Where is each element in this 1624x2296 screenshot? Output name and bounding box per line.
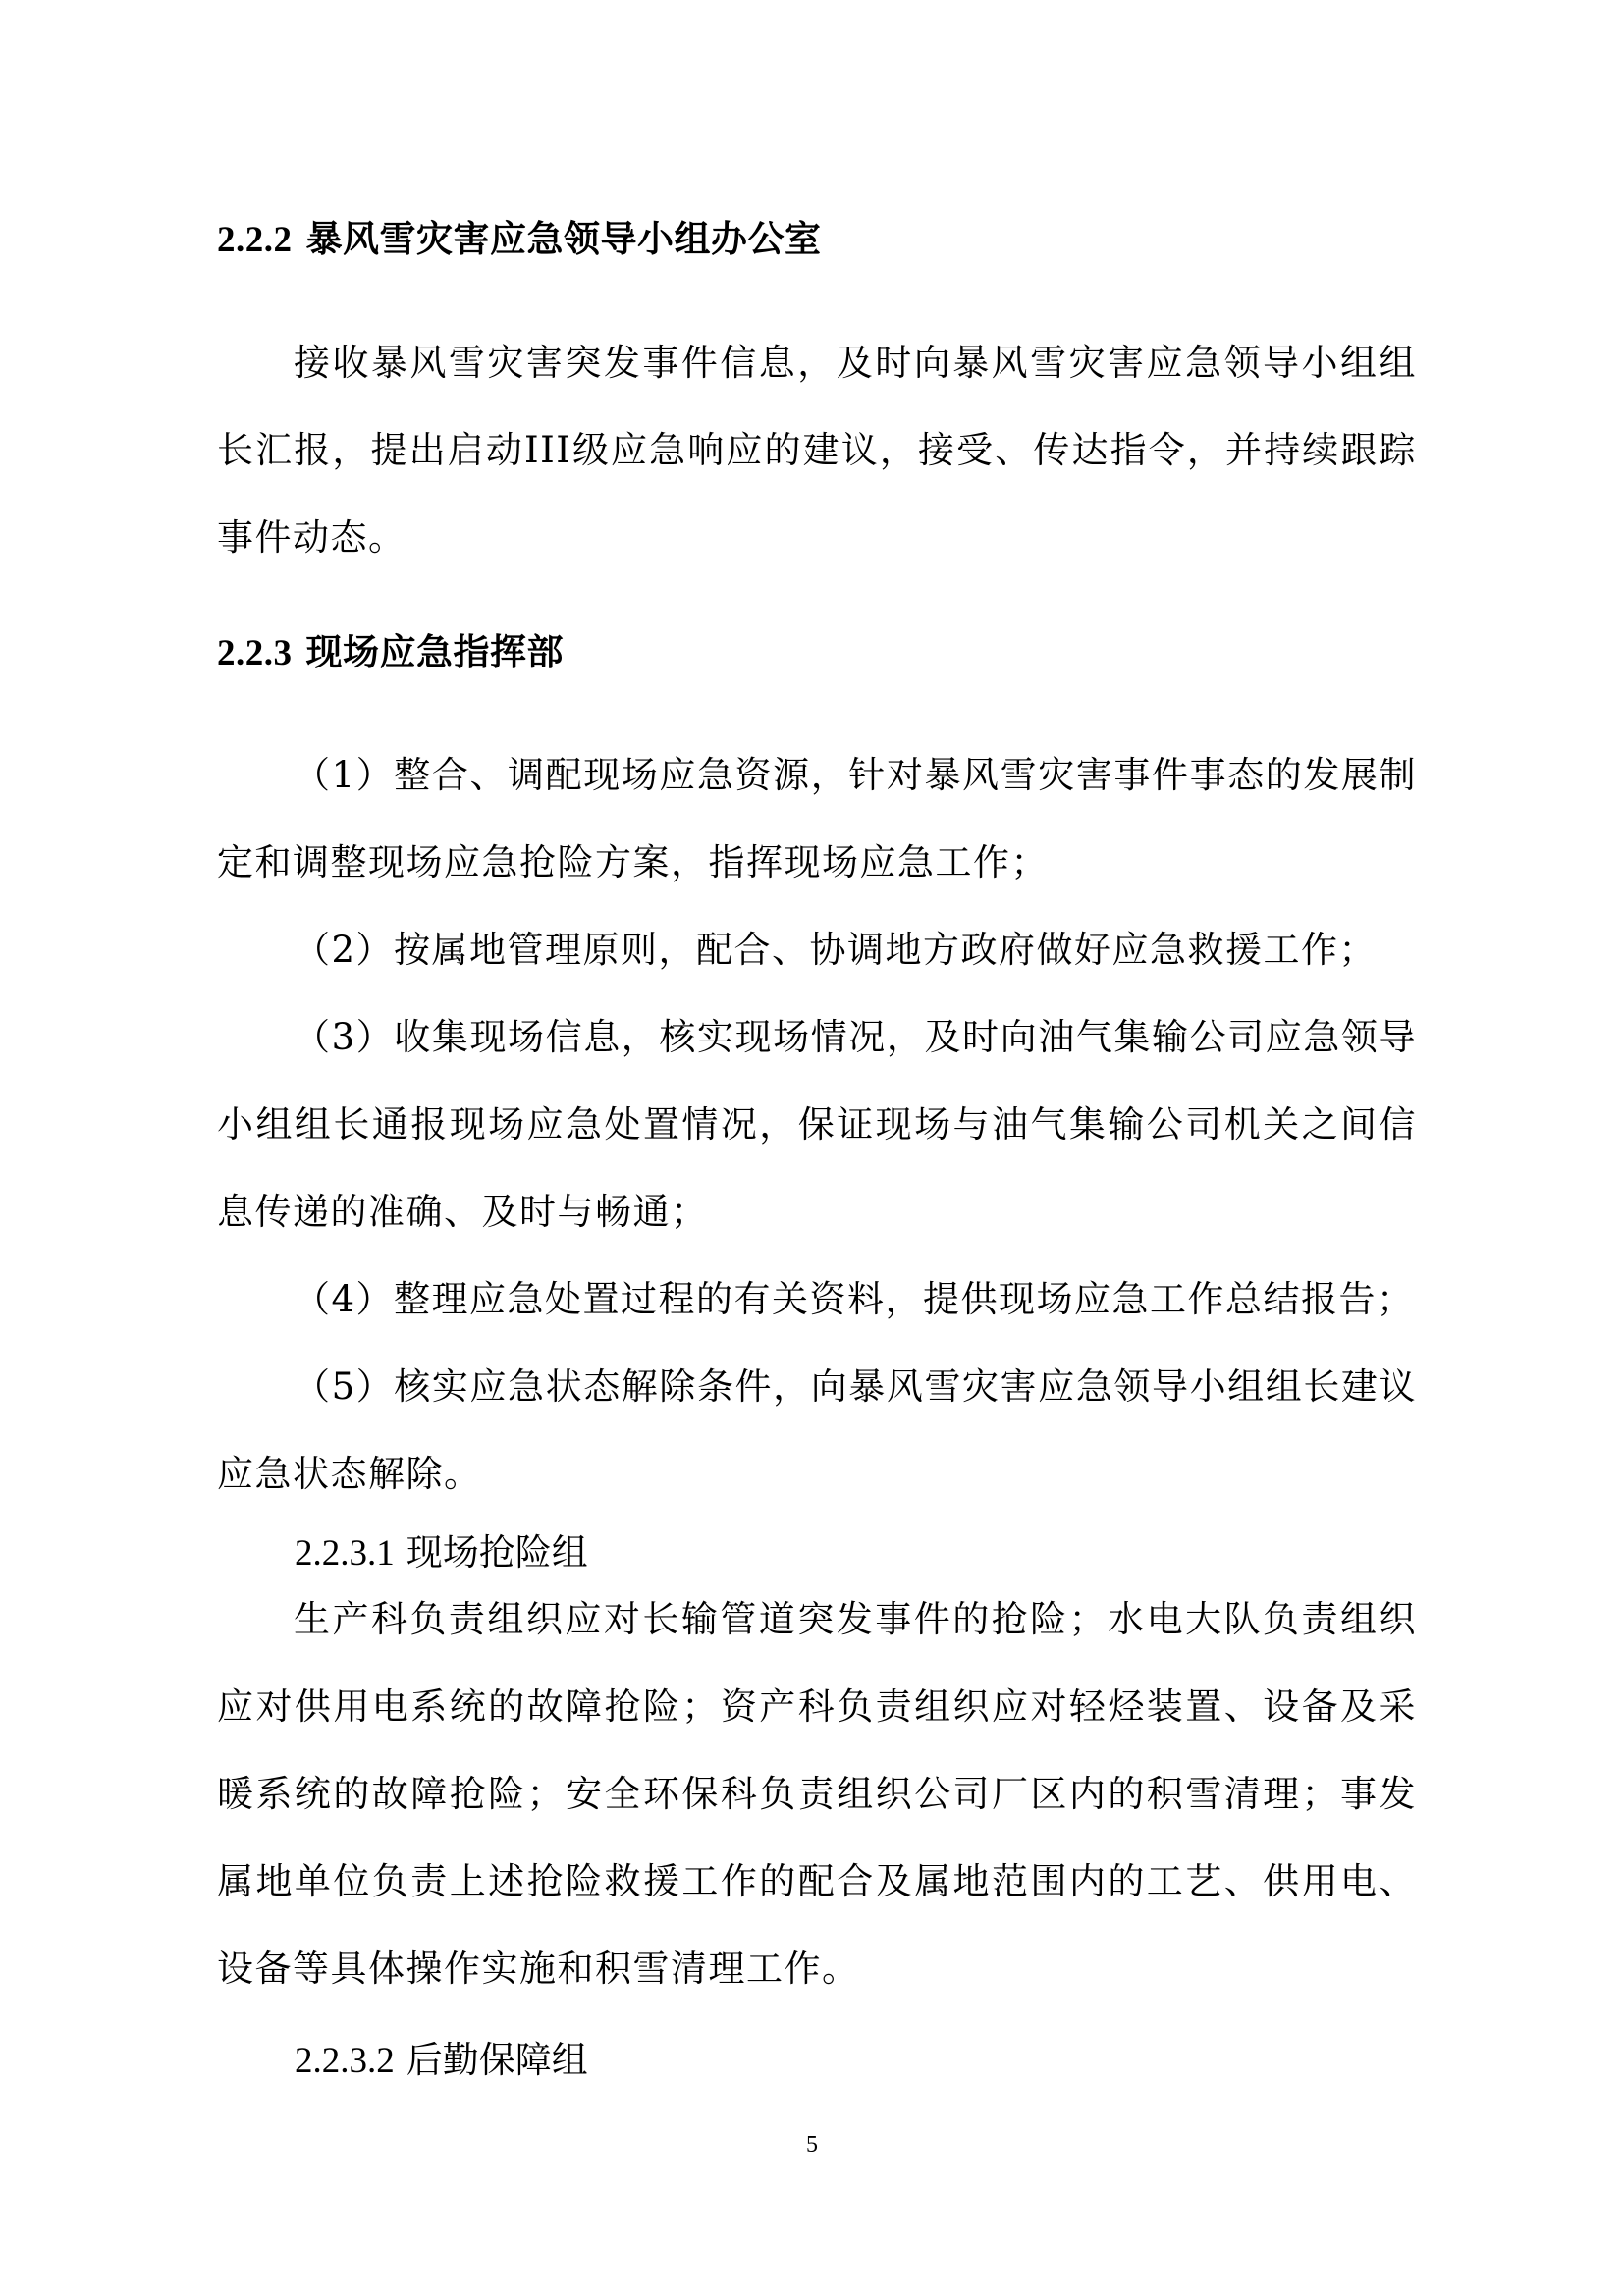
list-item-3: （3）收集现场信息，核实现场情况，及时向油气集输公司应急领导小组组长通报现场应急处置情况，保证现场与油气集输公司机关之间信息传递的准确、及时与畅通；	[217, 1016, 1417, 1233]
section-heading-2-2-2	[217, 217, 822, 260]
page-number: 5	[806, 2132, 818, 2158]
list-item-5: （5）核实应急状态解除条件，向暴风雪灾害应急领导小组组长建议应急状态解除。	[217, 1365, 1417, 1495]
section-title: 暴风雪灾害应急领导小组办公室	[305, 217, 822, 260]
subsection-number: 2.2.3.1	[295, 1533, 395, 1574]
section-title: 现场应急指挥部	[305, 630, 564, 673]
list-item-4: （4）整理应急处置过程的有关资料，提供现场应急工作总结报告；	[294, 1278, 1415, 1320]
subsection-title: 现场抢险组	[406, 1531, 588, 1574]
subsection-heading-2-2-3-2	[295, 2039, 588, 2081]
section-heading-2-2-3	[217, 630, 564, 673]
list-item-2: （2）按属地管理原则，配合、协调地方政府做好应急救援工作；	[294, 929, 1378, 971]
subsection-title: 后勤保障组	[406, 2039, 588, 2081]
section-number: 2.2.3	[217, 633, 293, 673]
paragraph-rescue-team: 生产科负责组织应对长输管道突发事件的抢险；水电大队负责组织应对供用电系统的故障抢险；资产科负责组织应对轻烃装置、设备及采暖系统的故障抢险；安全环保科负责组织公司厂区内的积雪清理；事发属地单位负责上述抢险救援工作的配合及属地范围内的工艺、供用电、设备等具体操作实施和积雪清理工作。	[217, 1598, 1417, 1990]
list-item-1: （1）整合、调配现场应急资源，针对暴风雪灾害事件事态的发展制定和调整现场应急抢险方案，指挥现场应急工作；	[217, 754, 1417, 883]
paragraph-office-duties: 接收暴风雪灾害突发事件信息，及时向暴风雪灾害应急领导小组组长汇报，提出启动III级应急响应的建议，接受、传达指令，并持续跟踪事件动态。	[217, 342, 1417, 559]
section-number: 2.2.2	[217, 220, 293, 260]
subsection-heading-2-2-3-1	[295, 1531, 588, 1574]
subsection-number: 2.2.3.2	[295, 2041, 395, 2081]
